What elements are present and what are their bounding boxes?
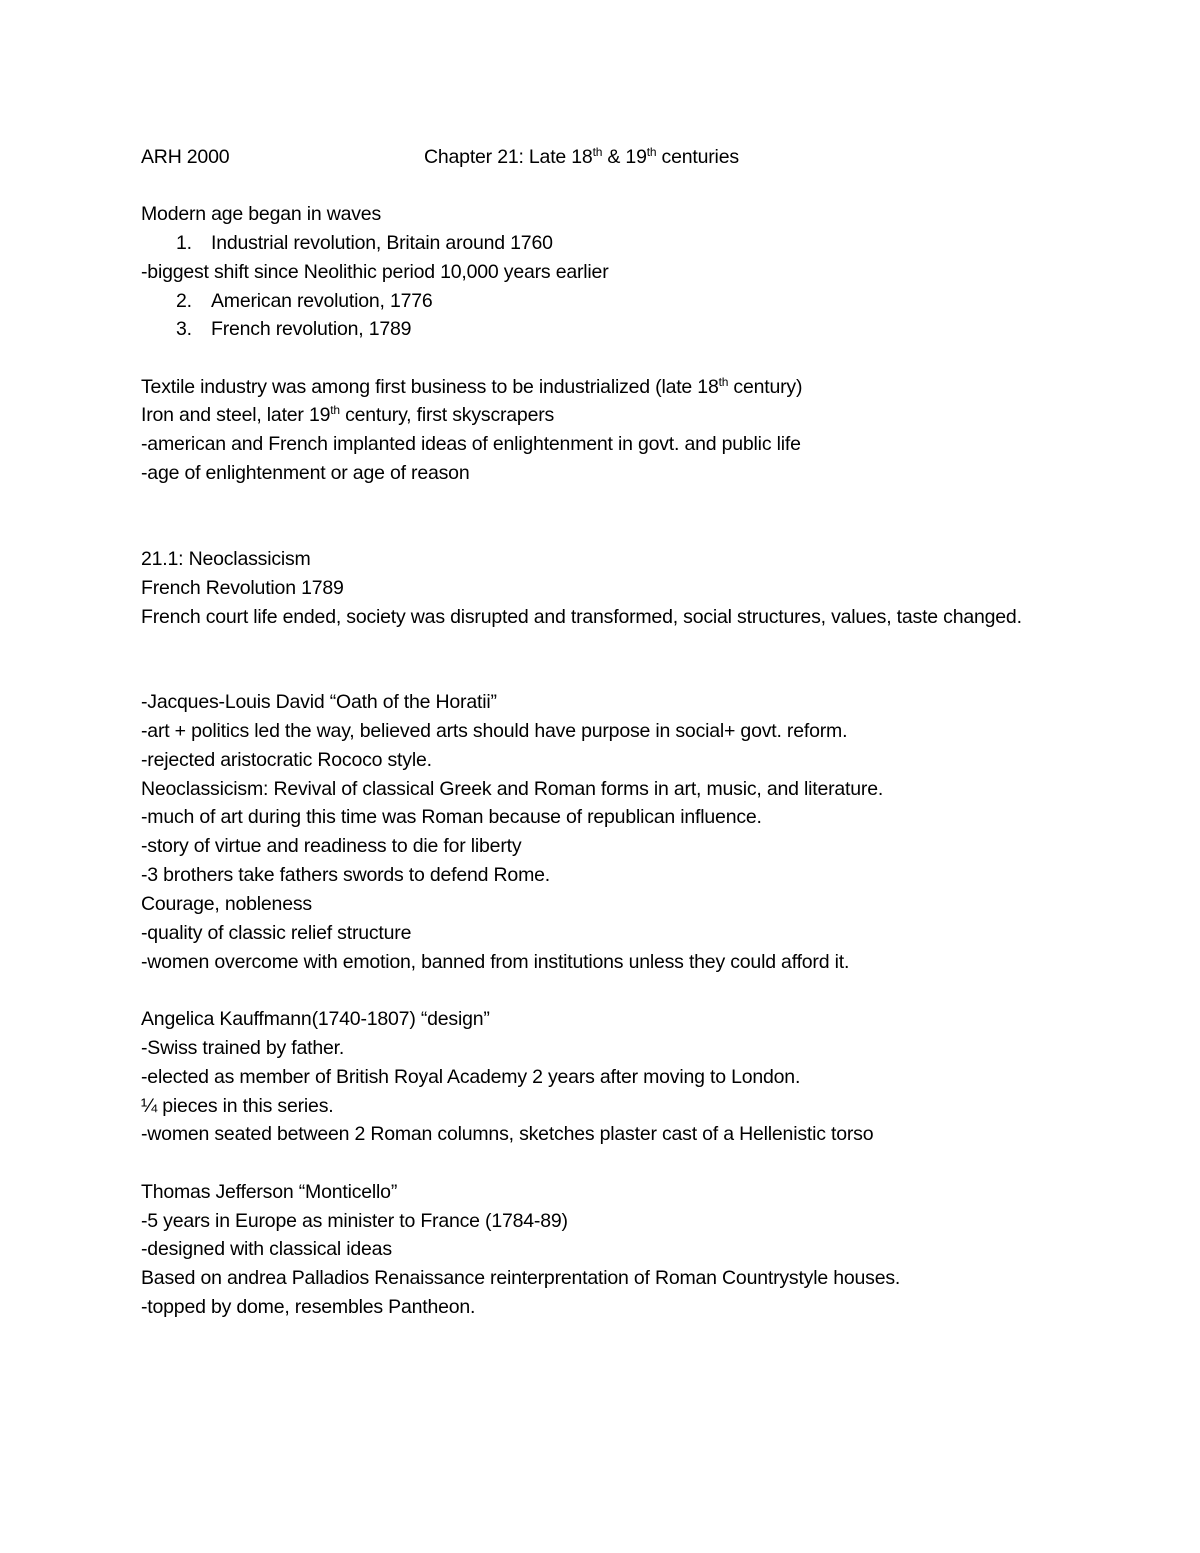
chapter-title-suffix: centuries [656, 146, 739, 168]
note-line: -american and French implanted ideas of enlightenment in govt. and public life [141, 433, 801, 455]
note-line: French Revolution 1789 [141, 577, 344, 599]
note-line: -quality of classic relief structure [141, 922, 412, 944]
superscript: th [592, 145, 603, 159]
artwork-title: Angelica Kauffmann(1740-1807) “design” [141, 1008, 490, 1030]
note-line: -Swiss trained by father. [141, 1037, 345, 1059]
note-line: -story of virtue and readiness to die for liberty [141, 835, 522, 857]
note-line: -women seated between 2 Roman columns, sketches plaster cast of a Hellenistic torso [141, 1123, 874, 1145]
note-line: -biggest shift since Neolithic period 10,000 years earlier [141, 261, 609, 283]
note-line: Based on andrea Palladios Renaissance reinterprentation of Roman Countrystyle houses. [141, 1267, 901, 1289]
waves-heading: Modern age began in waves [141, 203, 381, 225]
note-line: -topped by dome, resembles Pantheon. [141, 1296, 476, 1318]
list-number: 2. [176, 290, 192, 312]
superscript: th [646, 145, 657, 159]
course-code: ARH 2000 [141, 146, 230, 168]
artwork-title: -Jacques-Louis David “Oath of the Horatii” [141, 691, 497, 713]
note-line: -5 years in Europe as minister to France (1784-89) [141, 1210, 568, 1232]
note-line: Neoclassicism: Revival of classical Greek and Roman forms in art, music, and literature. [141, 778, 884, 800]
note-line: -art + politics led the way, believed arts should have purpose in social+ govt. reform. [141, 720, 848, 742]
note-line [141, 375, 802, 399]
list-number: 3. [176, 318, 192, 340]
note-text: century) [728, 376, 803, 398]
note-line: -age of enlightenment or age of reason [141, 462, 470, 484]
chapter-title-mid: & 19 [602, 146, 647, 168]
note-text: Textile industry was among first business to be industrialized (late 18 [141, 376, 719, 398]
note-line: Courage, nobleness [141, 893, 312, 915]
chapter-title [424, 145, 739, 169]
note-line: -much of art during this time was Roman because of republican influence. [141, 806, 762, 828]
superscript: th [718, 375, 729, 389]
list-item: Industrial revolution, Britain around 1760 [211, 232, 553, 254]
chapter-title-prefix: Chapter 21: Late 18 [424, 146, 593, 168]
note-paragraph: French court life ended, society was disrupted and transformed, social structures, values, taste changed. [141, 606, 1022, 628]
note-line: -designed with classical ideas [141, 1238, 392, 1260]
note-text: Iron and steel, later 19 [141, 404, 331, 426]
note-line: -women overcome with emotion, banned from institutions unless they could afford it. [141, 951, 850, 973]
note-text: century, first skyscrapers [339, 404, 555, 426]
note-line: ¼ pieces in this series. [141, 1095, 334, 1117]
list-item: American revolution, 1776 [211, 290, 433, 312]
note-line: -3 brothers take fathers swords to defend Rome. [141, 864, 550, 886]
list-item: French revolution, 1789 [211, 318, 412, 340]
section-heading: 21.1: Neoclassicism [141, 548, 311, 570]
artwork-title: Thomas Jefferson “Monticello” [141, 1181, 398, 1203]
note-line: -rejected aristocratic Rococo style. [141, 749, 432, 771]
list-number: 1. [176, 232, 192, 254]
superscript: th [330, 403, 340, 417]
note-line: -elected as member of British Royal Academy 2 years after moving to London. [141, 1066, 801, 1088]
note-line [141, 403, 554, 427]
